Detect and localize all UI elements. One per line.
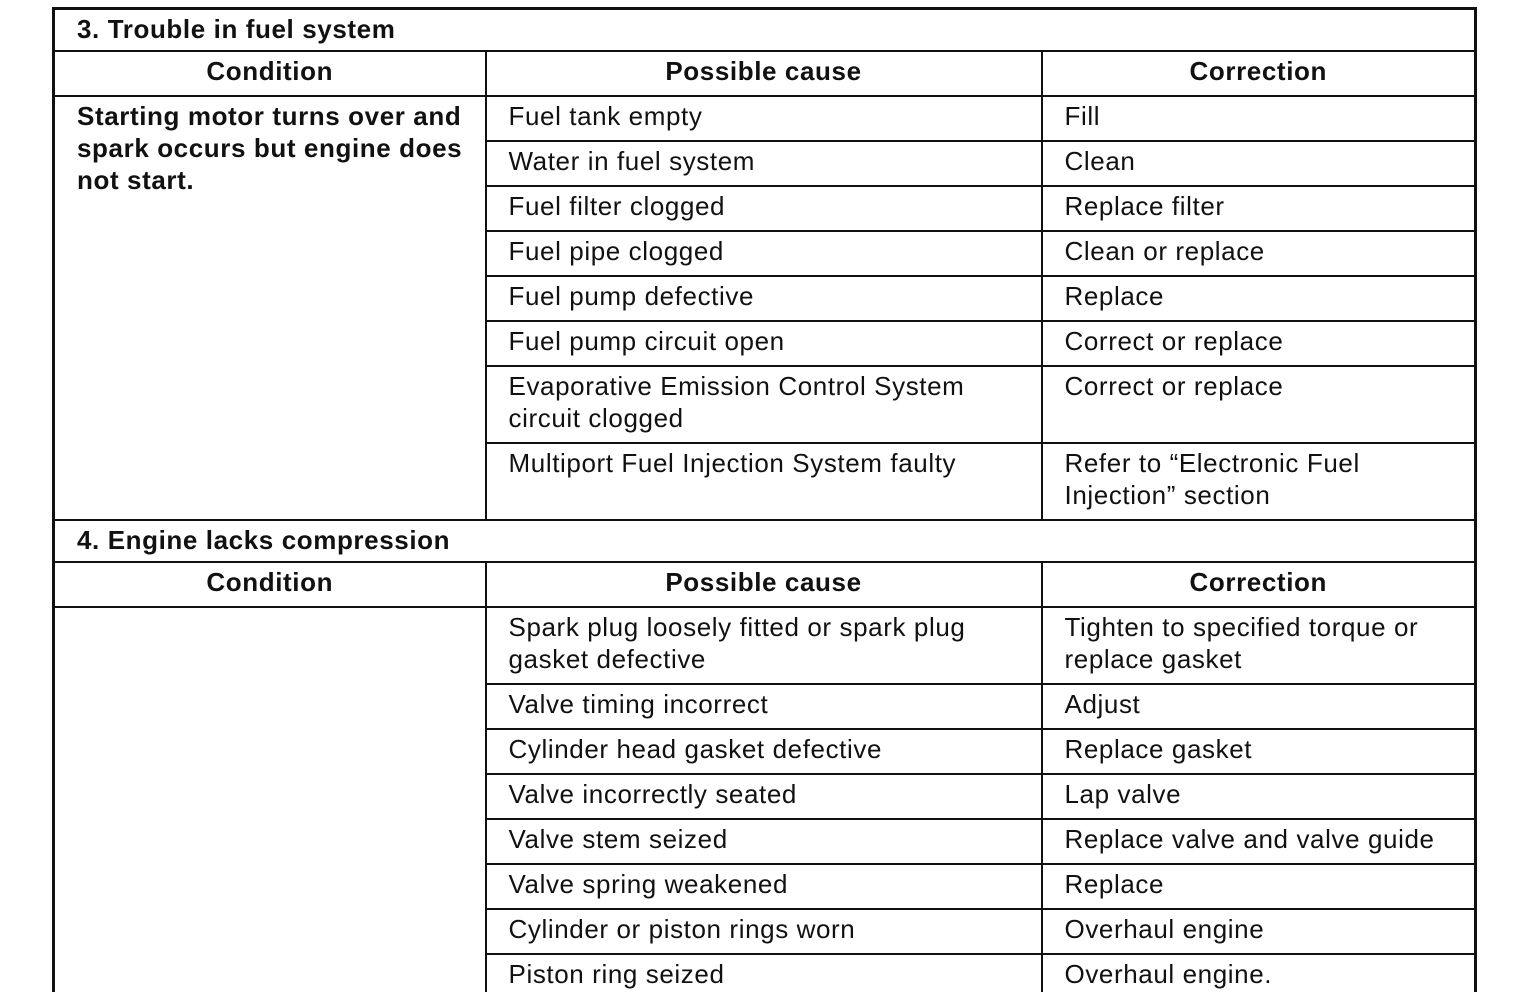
section-title-row xyxy=(54,9,1476,52)
correction-cell: Refer to “Electronic Fuel Injection” section xyxy=(1042,443,1476,520)
column-header-row xyxy=(54,562,1476,607)
cause-cell: Cylinder head gasket defective xyxy=(486,729,1042,774)
correction-cell: Fill xyxy=(1042,96,1476,141)
column-header-row xyxy=(54,51,1476,96)
troubleshooting-table xyxy=(52,7,1477,992)
cause-cell: Multiport Fuel Injection System faulty xyxy=(486,443,1042,520)
correction-cell: Overhaul engine. xyxy=(1042,954,1476,992)
cause-cell: Fuel filter clogged xyxy=(486,186,1042,231)
cause-cell: Fuel pipe clogged xyxy=(486,231,1042,276)
possible-cause-header: Possible cause xyxy=(486,562,1042,607)
condition-header: Condition xyxy=(54,51,486,96)
cause-cell: Piston ring seized xyxy=(486,954,1042,992)
correction-header: Correction xyxy=(1042,51,1476,96)
correction-cell: Replace gasket xyxy=(1042,729,1476,774)
cause-cell: Spark plug loosely fitted or spark plug gasket defective xyxy=(486,607,1042,684)
correction-cell: Tighten to specified torque or replace gasket xyxy=(1042,607,1476,684)
condition-text xyxy=(54,607,486,992)
condition-header: Condition xyxy=(54,562,486,607)
cause-cell: Fuel tank empty xyxy=(486,96,1042,141)
cause-cell: Valve timing incorrect xyxy=(486,684,1042,729)
cause-cell: Valve stem seized xyxy=(486,819,1042,864)
cause-cell: Valve incorrectly seated xyxy=(486,774,1042,819)
correction-cell: Clean or replace xyxy=(1042,231,1476,276)
section-title: 4. Engine lacks compression xyxy=(54,520,1476,562)
correction-cell: Replace xyxy=(1042,276,1476,321)
section-title: 3. Trouble in fuel system xyxy=(54,9,1476,52)
correction-cell: Correct or replace xyxy=(1042,321,1476,366)
correction-cell: Correct or replace xyxy=(1042,366,1476,443)
correction-cell: Replace xyxy=(1042,864,1476,909)
cause-cell: Fuel pump circuit open xyxy=(486,321,1042,366)
possible-cause-header: Possible cause xyxy=(486,51,1042,96)
correction-cell: Replace valve and valve guide xyxy=(1042,819,1476,864)
correction-cell: Clean xyxy=(1042,141,1476,186)
table-row xyxy=(54,96,1476,141)
cause-cell: Water in fuel system xyxy=(486,141,1042,186)
correction-cell: Adjust xyxy=(1042,684,1476,729)
correction-cell: Overhaul engine xyxy=(1042,909,1476,954)
cause-cell: Valve spring weakened xyxy=(486,864,1042,909)
table-row xyxy=(54,607,1476,684)
correction-header: Correction xyxy=(1042,562,1476,607)
correction-cell: Replace filter xyxy=(1042,186,1476,231)
section-title-row xyxy=(54,520,1476,562)
condition-text: Starting motor turns over and spark occurs but engine does not start. xyxy=(54,96,486,520)
correction-cell: Lap valve xyxy=(1042,774,1476,819)
cause-cell: Cylinder or piston rings worn xyxy=(486,909,1042,954)
cause-cell: Evaporative Emission Control System circuit clogged xyxy=(486,366,1042,443)
cause-cell: Fuel pump defective xyxy=(486,276,1042,321)
